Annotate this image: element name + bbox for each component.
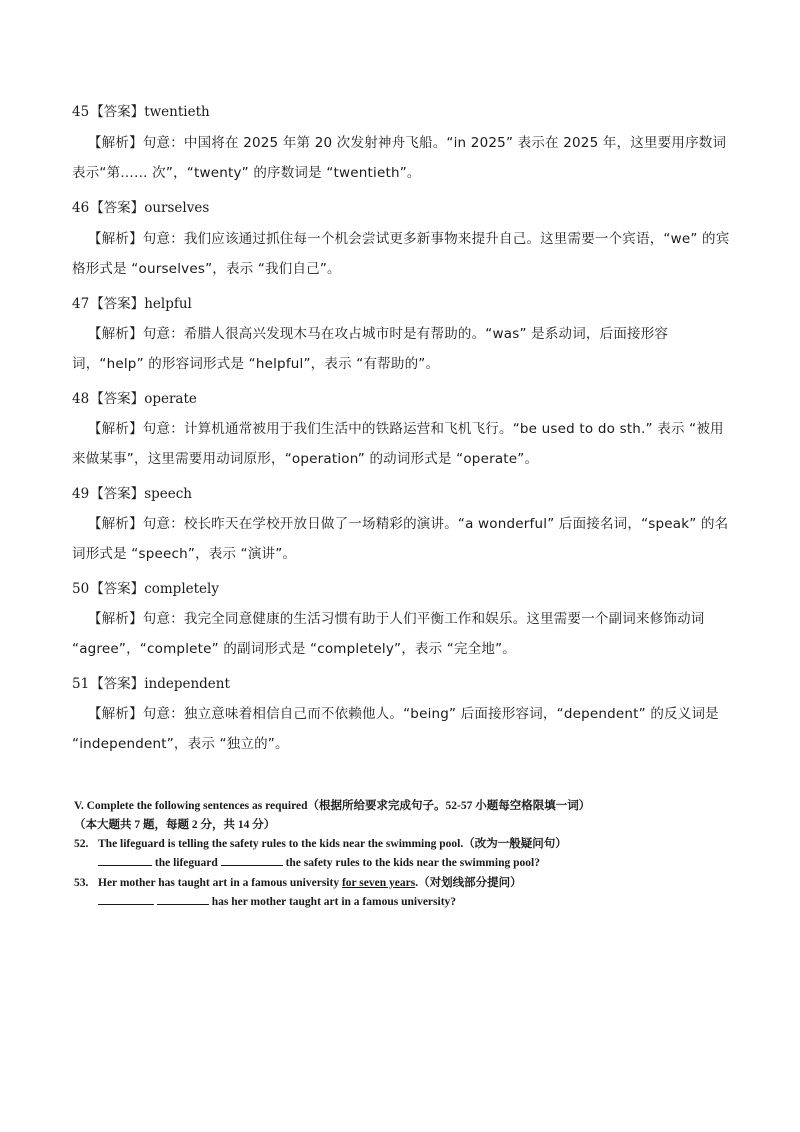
question-number: 49 xyxy=(72,486,90,502)
section-subtitle: （本大题共 7 题，每题 2 分，共 14 分） xyxy=(74,819,276,831)
question-number: 51 xyxy=(72,676,90,692)
answer-text: operate xyxy=(144,391,197,407)
answer-blank[interactable] xyxy=(98,855,152,866)
question-53-answer-line xyxy=(98,894,456,908)
question-text: Her mother has taught art in a famous university xyxy=(98,877,342,889)
explanation-48: 【解析】句意：计算机通常被用于我们生活中的铁路运营和飞机飞行。“be used to do sth.” 表示 “被用来做某事”，这里需要用动词原形，“operation” 的动词形式是 “operate”。 xyxy=(72,421,724,467)
line-text: the safety rules to the kids near the swimming pool? xyxy=(285,857,540,869)
answer-text: speech xyxy=(144,486,192,502)
question-text: The lifeguard is telling the safety rules to the kids near the swimming pool.（改为一般疑问句） xyxy=(98,838,567,850)
underlined-phrase: for seven years xyxy=(341,877,416,889)
answer-text: independent xyxy=(144,676,230,692)
question-number: 46 xyxy=(72,200,90,216)
answer-blank[interactable] xyxy=(221,855,283,866)
answer-tag: 【答案】 xyxy=(90,581,145,597)
question-instruction: .（对划线部分提问） xyxy=(415,877,522,889)
question-number: 48 xyxy=(72,391,90,407)
question-52-prompt xyxy=(74,835,567,851)
answer-tag: 【答案】 xyxy=(90,676,145,692)
answer-line-50 xyxy=(72,577,219,597)
line-text: the lifeguard xyxy=(154,857,218,869)
answer-text: completely xyxy=(144,581,219,597)
answer-blank[interactable] xyxy=(157,894,209,905)
question-number: 52. xyxy=(74,838,89,850)
answer-line-45 xyxy=(72,100,210,120)
answer-tag: 【答案】 xyxy=(90,391,145,407)
answer-tag: 【答案】 xyxy=(90,296,145,312)
answer-text: ourselves xyxy=(144,200,210,216)
explanation-46: 【解析】句意：我们应该通过抓住每一个机会尝试更多新事物来提升自己。这里需要一个宾语，“we” 的宾格形式是 “ourselves”，表示 “我们自己”。 xyxy=(72,231,730,277)
answer-text: helpful xyxy=(144,296,192,312)
question-52-answer-line xyxy=(98,855,540,869)
section-title: V. Complete the following sentences as required（根据所给要求完成句子。52-57 小题每空格限填一词） xyxy=(74,800,591,812)
answer-line-46 xyxy=(72,196,209,216)
question-number: 45 xyxy=(72,104,90,120)
explanation-47: 【解析】句意：希腊人很高兴发现木马在攻占城市时是有帮助的。“was” 是系动词，后面接形容词，“help” 的形容词形式是 “helpful”，表示 “有帮助的”。 xyxy=(72,326,669,372)
answer-text: twentieth xyxy=(144,104,210,120)
answer-line-48 xyxy=(72,387,197,407)
explanation-50: 【解析】句意：我完全同意健康的生活习惯有助于人们平衡工作和娱乐。这里需要一个副词来修饰动词 “agree”，“complete” 的副词形式是 “completely”，表示 “完全地”。 xyxy=(72,611,705,657)
answer-line-47 xyxy=(72,292,192,312)
answer-line-49 xyxy=(72,482,192,502)
explanation-45: 【解析】句意：中国将在 2025 年第 20 次发射神舟飞船。“in 2025” 表示在 2025 年，这里要用序数词表示“第…… 次”，“twenty” 的序数词是 “twentieth”。 xyxy=(72,135,727,181)
question-number: 53. xyxy=(74,877,89,889)
answer-tag: 【答案】 xyxy=(90,486,145,502)
answer-tag: 【答案】 xyxy=(90,104,145,120)
question-53-prompt xyxy=(74,874,522,890)
question-number: 47 xyxy=(72,296,90,312)
answer-line-51 xyxy=(72,672,230,692)
question-number: 50 xyxy=(72,581,90,597)
explanation-49: 【解析】句意：校长昨天在学校开放日做了一场精彩的演讲。“a wonderful” 后面接名词，“speak” 的名词形式是 “speech”，表示 “演讲”。 xyxy=(72,516,729,562)
line-text: has her mother taught art in a famous university? xyxy=(211,896,457,908)
answer-blank[interactable] xyxy=(98,894,154,905)
answer-tag: 【答案】 xyxy=(90,200,145,216)
explanation-51: 【解析】句意：独立意味着相信自己而不依赖他人。“being” 后面接形容词，“dependent” 的反义词是 “independent”，表示 “独立的”。 xyxy=(72,706,719,752)
